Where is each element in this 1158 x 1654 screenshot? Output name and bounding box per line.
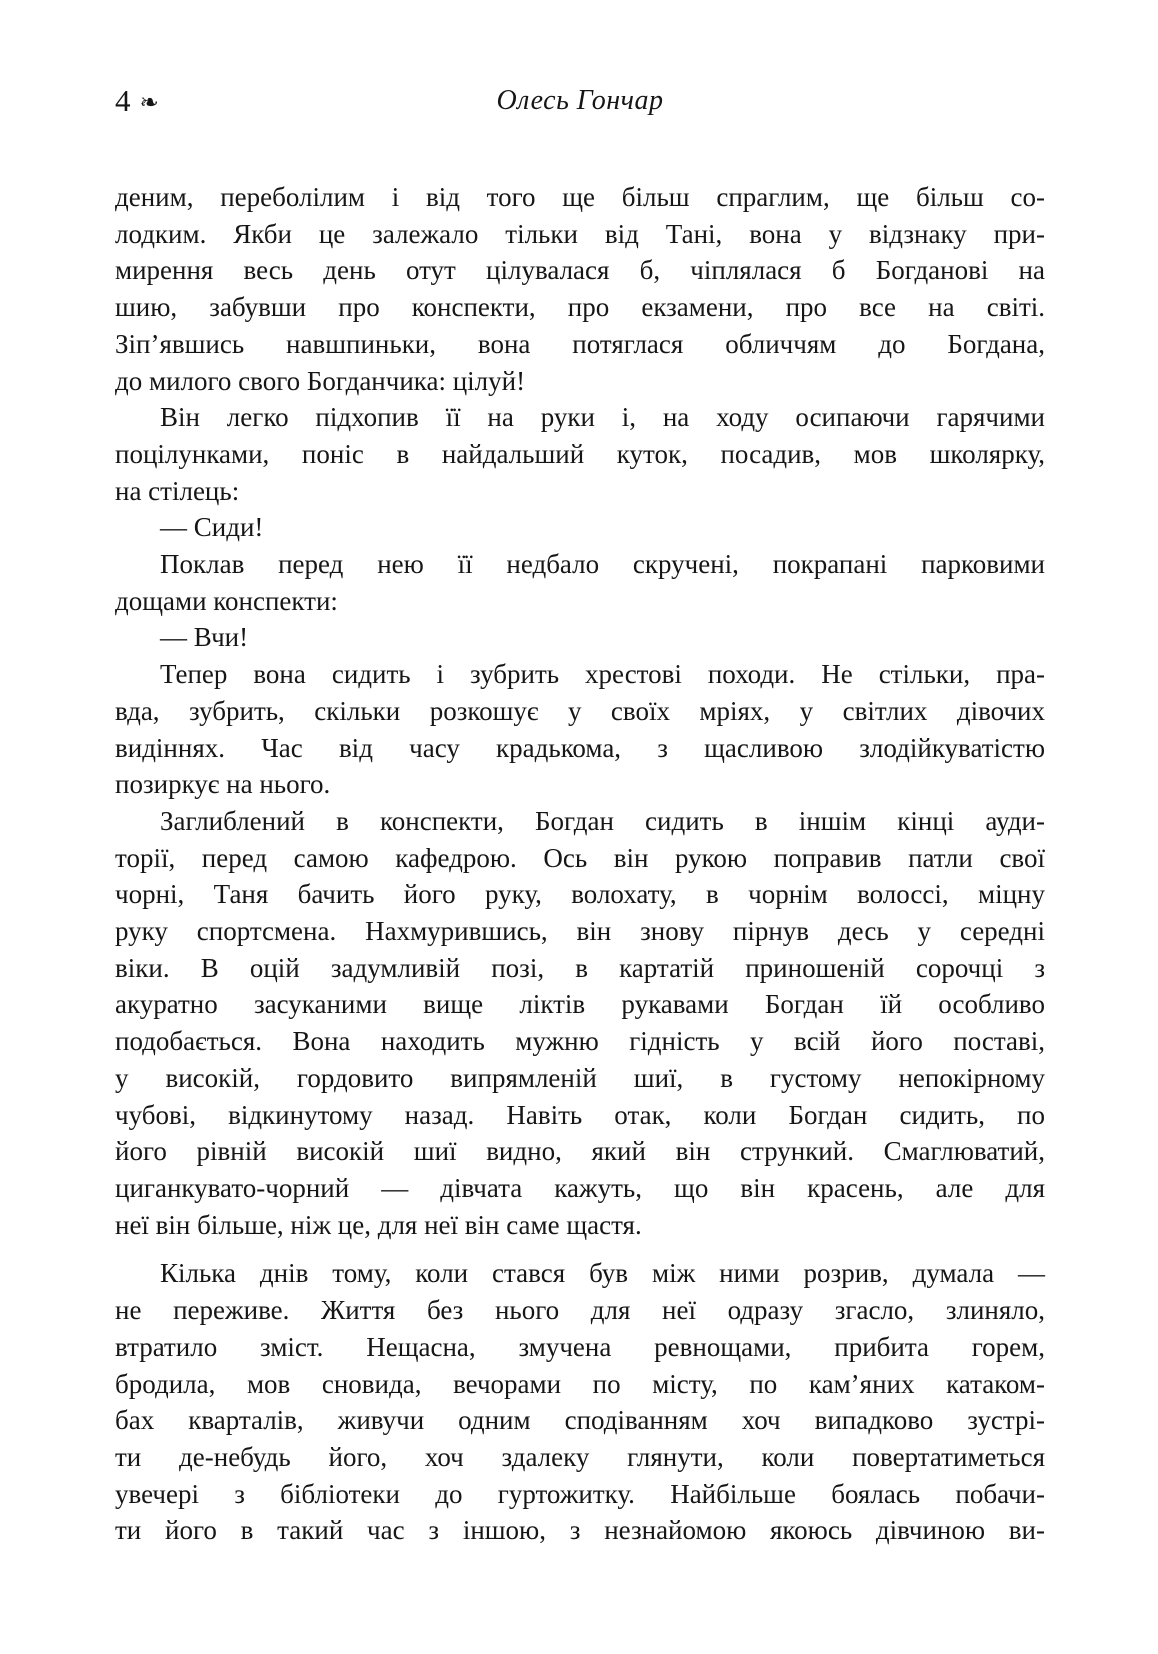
text-line: на стілець: — [115, 475, 240, 506]
text-line: не переживе. Життя без нього для неї одразу згасло, злиняло, — [115, 1295, 1045, 1326]
text-line: поцілунками, поніс в найдальший куток, посадив, мов школярку, — [115, 438, 1045, 469]
paragraph — [115, 803, 1045, 1243]
text-line: — Сиди! — [160, 512, 264, 543]
text-line: циганкувато-чорний — дівчата кажуть, що він красень, але для — [115, 1172, 1045, 1203]
text-line: руку спортсмена. Нахмурившись, він знову пірнув десь у середні — [115, 916, 1045, 947]
text-line: видіннях. Час від часу крадькома, з щасливою злодійкуватістю — [115, 732, 1045, 763]
text-line: Тепер вона сидить і зубрить хрестові походи. Не стільки, пра- — [160, 659, 1045, 690]
text-line: увечері з бібліотеки до гуртожитку. Найбільше боялась побачи- — [115, 1478, 1045, 1509]
text-line: шию, забувши про конспекти, про екзамени, про все на світі. — [115, 292, 1045, 323]
paragraph — [115, 399, 1045, 509]
text-line: бродила, мов сновида, вечорами по місту, по кам’яних катаком- — [115, 1368, 1045, 1399]
text-line: його рівній високій шиї видно, який він стрункий. Смаглюватий, — [115, 1136, 1045, 1167]
text-line: Він легко підхопив її на руки і, на ходу осипаючи гарячими — [160, 402, 1045, 433]
text-line: торії, перед самою кафедрою. Ось він рукою поправив патли свої — [115, 842, 1045, 873]
paragraph — [115, 619, 1045, 656]
text-line: до милого свого Богданчика: цілуй! — [115, 365, 526, 396]
page-header — [115, 84, 1045, 122]
text-line: у високій, гордовито випрямленій шиї, в густому непокірному — [115, 1062, 1045, 1093]
text-line: ти його в такий час з іншою, з незнайомою якоюсь дівчиною ви- — [115, 1515, 1045, 1546]
body-text — [115, 179, 1045, 1549]
text-line: Зіп’явшись навшпиньки, вона потяглася обличчям до Богдана, — [115, 328, 1045, 359]
paragraph — [115, 179, 1045, 399]
page-number: 4 — [115, 83, 131, 118]
paragraph — [115, 509, 1045, 546]
text-line: віки. В оцій задумливій позі, в картатій приношеній сорочці з — [115, 952, 1045, 983]
text-line: ти де-небудь його, хоч здалеку глянути, коли повертатиметься — [115, 1441, 1045, 1472]
text-line: деним, переболілим і від того ще більш спраглим, ще більш со- — [115, 182, 1045, 212]
text-line: бах кварталів, живучи одним сподіванням хоч випадково зустрі- — [115, 1405, 1045, 1436]
running-title: Олесь Гончар — [496, 85, 664, 116]
text-line: чорні, Таня бачить його руку, волохату, в чорнім волоссі, міцну — [115, 879, 1045, 910]
text-line: Поклав перед нею її недбало скручені, покрапані парковими — [160, 549, 1045, 580]
text-line: акуратно засуканими вище ліктів рукавами Богдан їй особливо — [115, 989, 1045, 1020]
text-line: лодким. Якби це залежало тільки від Тані, вона у відзнаку при- — [115, 218, 1045, 249]
text-line: — Вчи! — [160, 622, 249, 653]
text-line: подобається. Вона находить мужню гідність у всій його поставі, — [115, 1026, 1045, 1057]
paragraph — [115, 656, 1045, 803]
text-line: дощами конспекти: — [115, 585, 338, 616]
fleuron-ornament-icon: ❧ — [139, 90, 159, 116]
text-line: позиркує на нього. — [115, 769, 331, 800]
text-line: Заглиблений в конспекти, Богдан сидить в іншім кінці ауди- — [160, 805, 1045, 836]
text-line: вда, зубрить, скільки розкошує у своїх мріях, у світлих дівочих — [115, 695, 1045, 726]
page-number-group — [115, 84, 159, 121]
paragraph — [115, 1255, 1045, 1549]
text-line: чубові, відкинутому назад. Навіть отак, коли Богдан сидить, по — [115, 1099, 1045, 1130]
text-line: мирення весь день отут цілувалася б, чіплялася б Богданові на — [115, 255, 1045, 286]
text-line: неї він більше, ніж це, для неї він саме щастя. — [115, 1209, 642, 1240]
paragraph — [115, 546, 1045, 619]
text-line: Кілька днів тому, коли стався був між ними розрив, думала — — [160, 1258, 1045, 1289]
text-line: втратило зміст. Нещасна, змучена ревнощами, прибита горем, — [115, 1331, 1045, 1362]
